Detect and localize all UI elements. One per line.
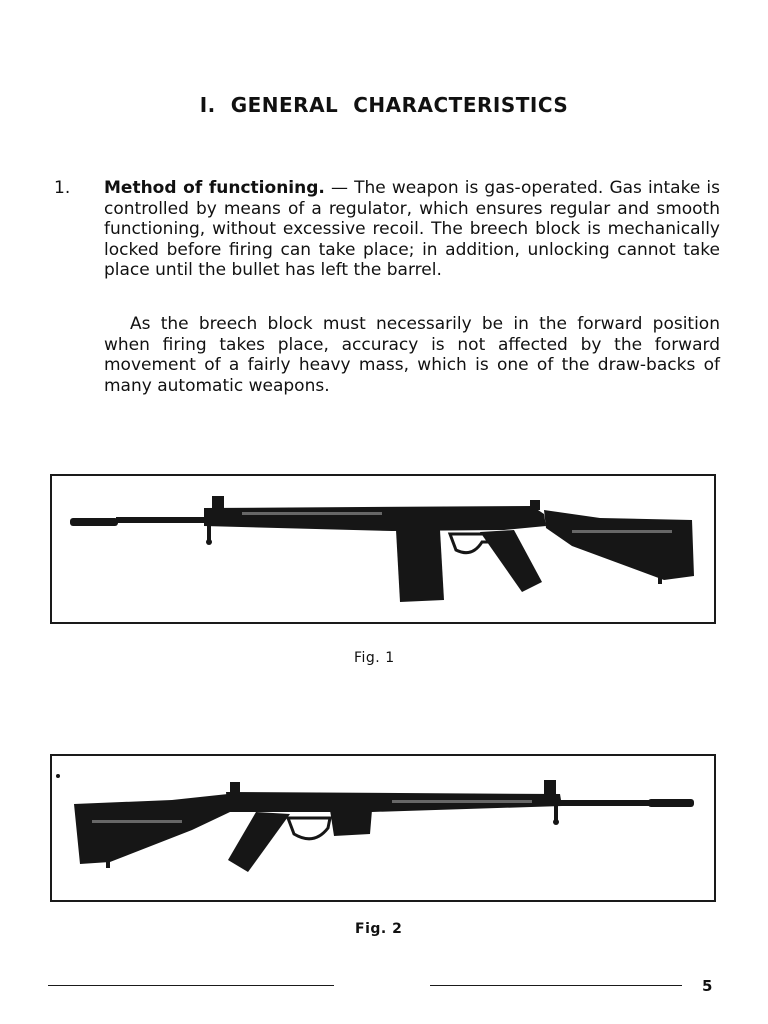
paragraph-method-of-functioning xyxy=(54,178,720,281)
figure-1-frame xyxy=(50,474,716,624)
footer-rule-left xyxy=(48,985,334,986)
footer-rule-right xyxy=(430,985,682,986)
page-number: 5 xyxy=(702,977,713,995)
rifle-facing-left-icon xyxy=(52,476,714,622)
paragraph-lead-title: Method of functioning. xyxy=(104,178,325,198)
section-heading: I. GENERAL CHARACTERISTICS xyxy=(199,93,569,117)
figure-2-frame xyxy=(50,754,716,902)
paragraph-text: — The weapon is gas-operated. Gas intake is controlled by means of a regulator, which ensures regular and smooth functioning, without excessive recoil. The breech block is mechanically locked before firing can take place; in addition, unlocking cannot take place until the bullet has left the barrel. xyxy=(104,178,721,280)
paragraph-accuracy: As the breech block must necessarily be in the forward position when firing takes place, accuracy is not affected by the forward movement of a fairly heavy mass, which is one of the draw-backs of many automatic weapons. xyxy=(104,314,720,396)
paragraph-number: 1. xyxy=(54,178,71,198)
figure-2-caption: Fig. 2 xyxy=(355,921,403,937)
figure-1-caption: Fig. 1 xyxy=(354,650,395,666)
rifle-facing-right-icon xyxy=(52,756,714,900)
paragraph-body xyxy=(104,178,720,281)
